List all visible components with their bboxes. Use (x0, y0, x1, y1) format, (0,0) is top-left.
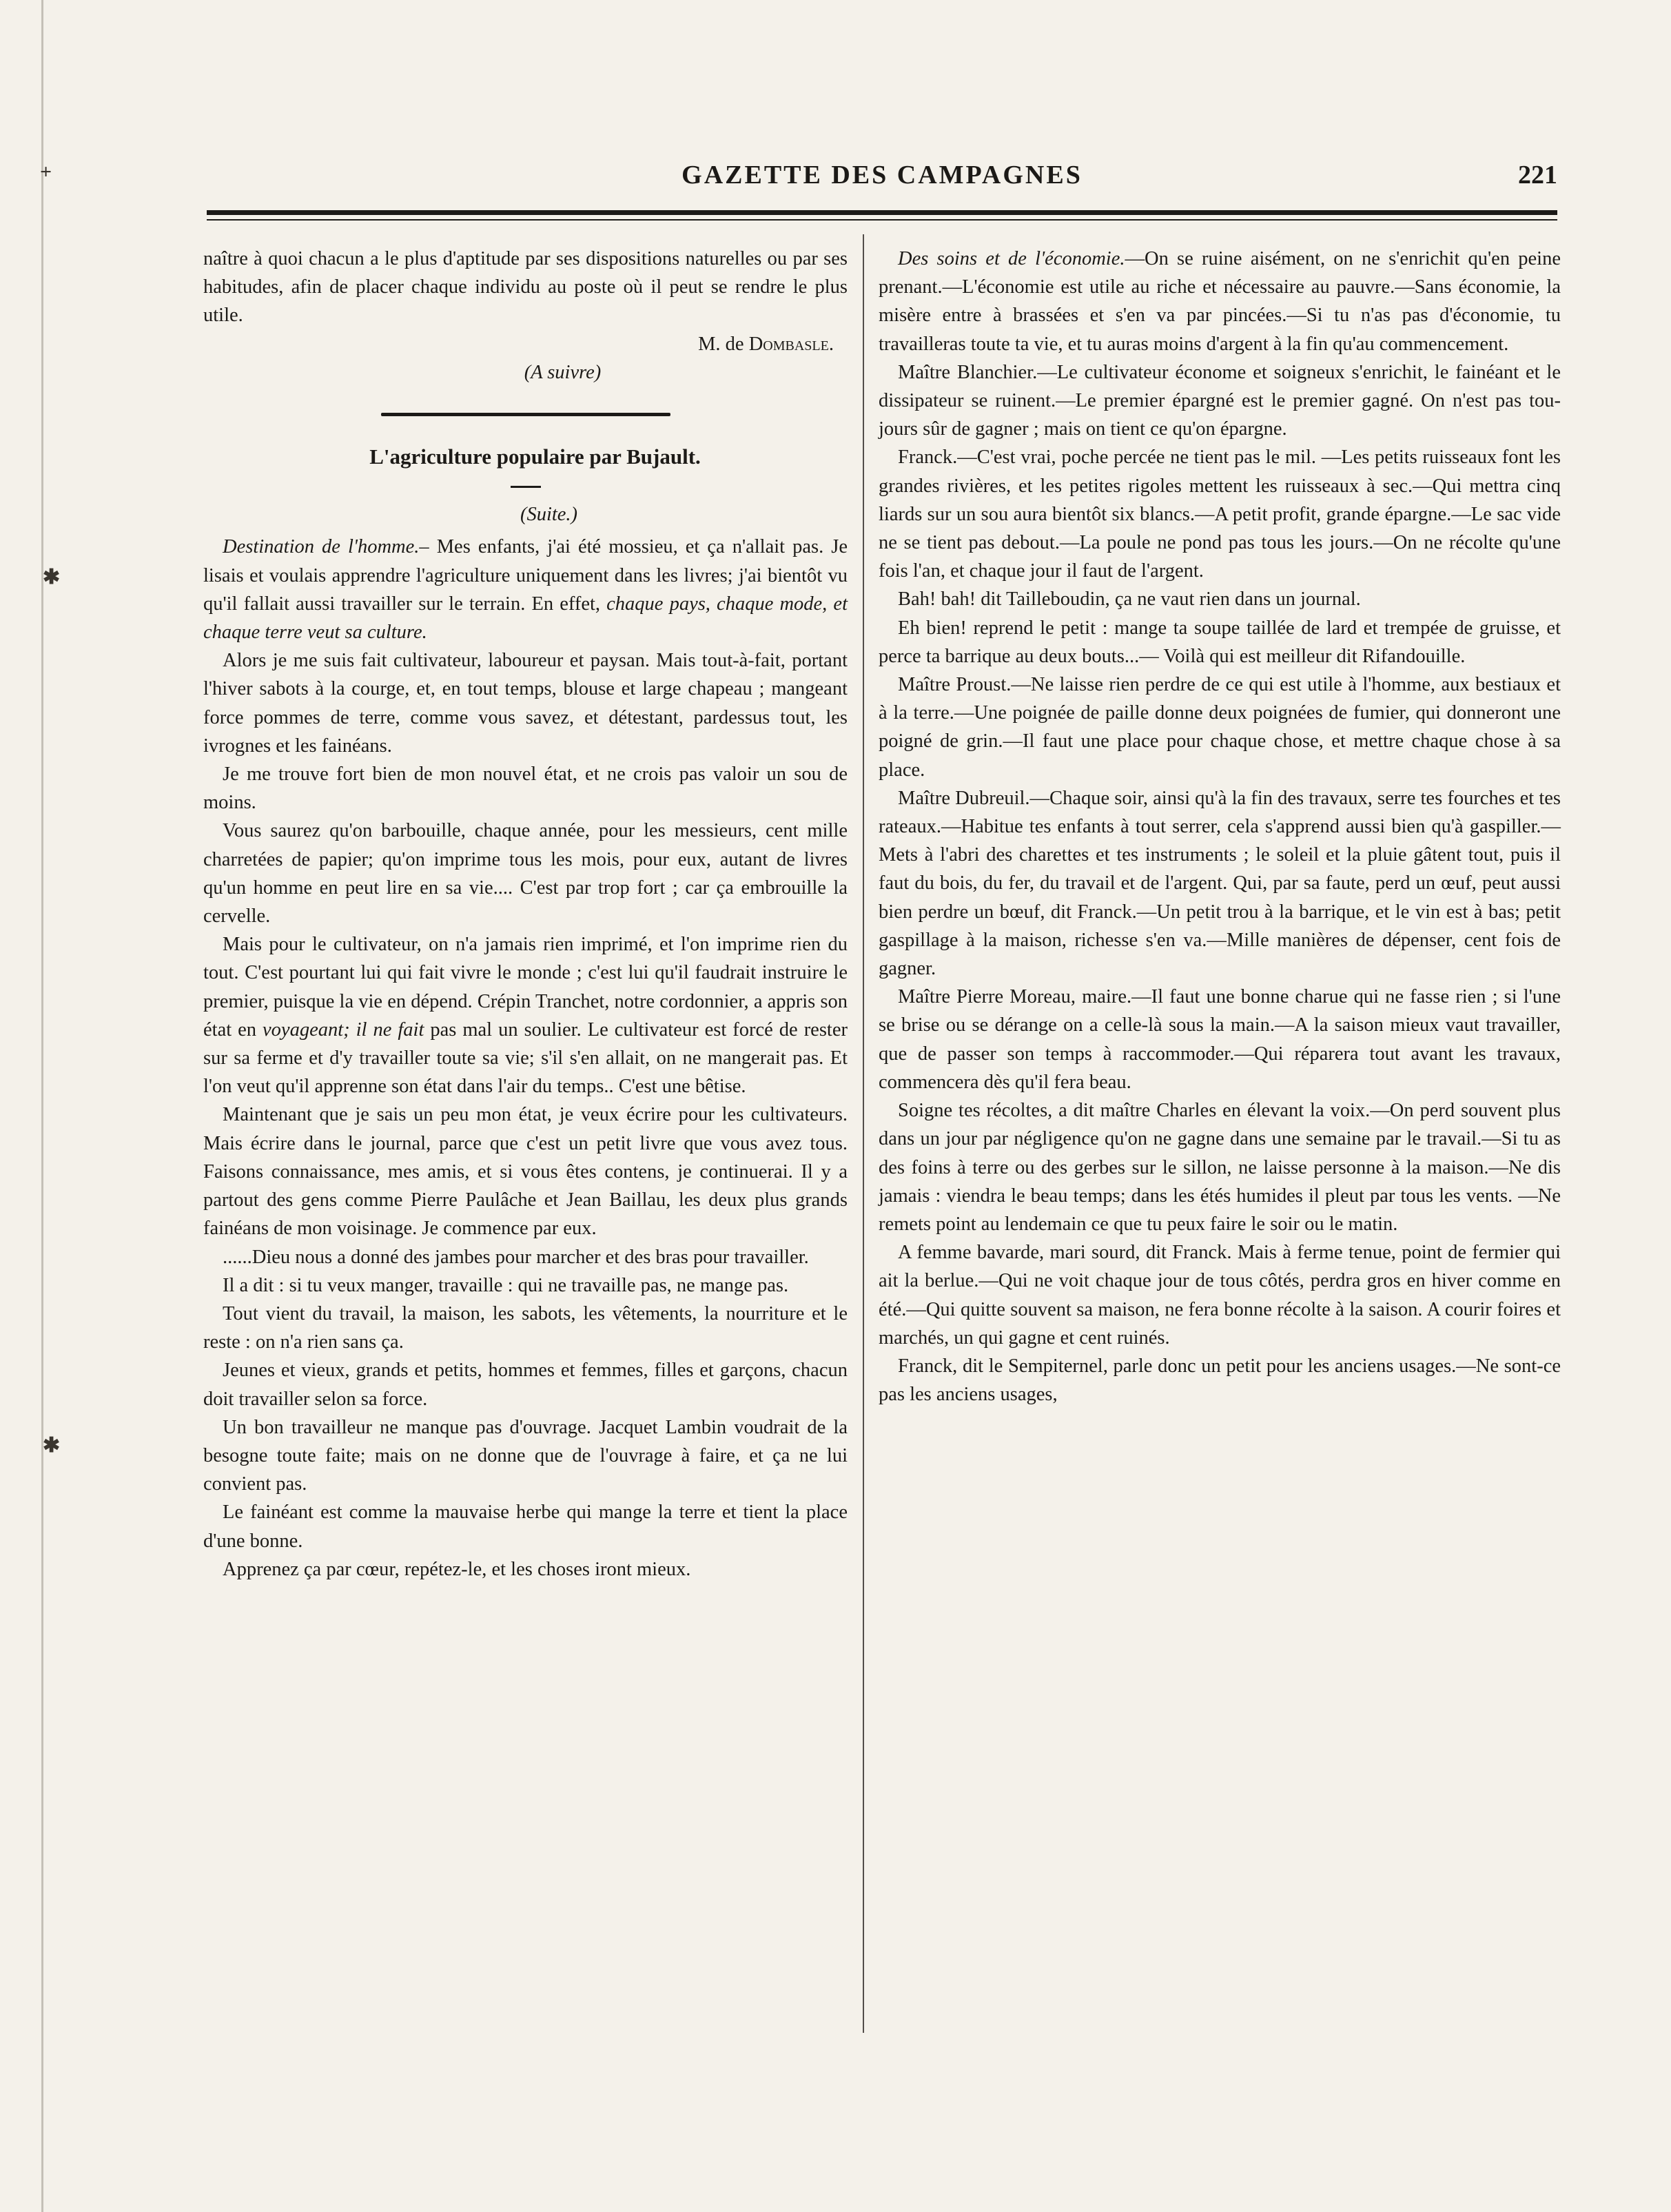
column-divider (863, 234, 864, 2033)
paragraph: A femme bavarde, mari sourd, dit Franck. Mais à ferme tenue, point de fermier qui ait la berlue.—Qui ne voit chaque jour de tous côtés, perdra gros en hiver comme en été.—Qui quitte souvent sa maison, ne fera bonne récolte à la saison. A courir foires et marchés, un qui gagne et cent ruinés. (879, 1242, 1561, 1349)
paragraph: naître à quoi chacun a le plus d'aptitude par ses dispositions naturelles ou par ses habitudes, afin de placer chaque individu au poste où il peut se rendre le plus utile. (203, 248, 848, 327)
journal-title: GAZETTE DES CAMPAGNES (681, 161, 1083, 190)
paragraph: Tout vient du travail, la maison, les sabots, les vêtements, la nourriture et le reste : on n'a rien sans ça. (203, 1302, 848, 1353)
left-column (203, 245, 848, 1584)
paragraph: Vous saurez qu'on barbouille, chaque année, pour les messieurs, cent mille charretées de papier; qu'on imprime tous les mois, pour eux, autant de livres qu'un homme en peut lire en sa vie.... C'est par trop fort ; car ça embrouille la cervelle. (203, 820, 848, 928)
paragraph: Eh bien! reprend le petit : mange ta soupe taillée de lard et trempée de gruisse, et perce ta barrique au deux bouts...— Voilà qui est meilleur dit Rifandouille. (879, 617, 1561, 667)
paragraph: Des soins et de l'économie.—On se ruine aisément, on ne s'enrichit qu'en peine prenant.—L'économie est utile au riche et nécessaire au pauvre.—Sans économie, la misère entre à brassées et s'en va par pincées.—Si tu n'as pas d'économie, tu travailleras toute ta vie, et tu auras moins d'argent à la fin qu'au commencement. (879, 248, 1561, 355)
paragraph: Maintenant que je sais un peu mon état, je veux écrire pour les cultivateurs. Mais écrire dans le journal, parce que c'est un petit livre que vous avez tous. Faisons connaissance, mes amis, et si vous êtes contens, je continuerai. Il y a partout des gens comme Pierre Paulâche et Jean Baillau, les deux plus grands fainéans de mon voisinage. Je commence par eux. (203, 1104, 848, 1240)
paragraph: ......Dieu nous a donné des jambes pour marcher et des bras pour travailler. (223, 1246, 809, 1268)
right-column (879, 245, 1561, 1409)
paragraph: Je me trouve fort bien de mon nouvel état, et ne crois pas valoir un sou de moins. (203, 764, 848, 814)
paragraph: Jeunes et vieux, grands et petits, hommes et femmes, filles et garçons, chacun doit travailler selon sa force. (203, 1360, 848, 1410)
title-separator (511, 486, 541, 488)
paragraph: Soigne tes récoltes, a dit maître Charles en élevant la voix.—On perd souvent plus dans un jour par négligence qu'on ne gagne dans une semaine par le travail.—Si tu as des foins à terre ou des gerbes sur le sillon, ne laisse personne à la maison.—Ne dis jamais : viendra le beau temps; dans les étés humides il pleut par tous les vents. —Ne remets point au lendemain ce que tu peux faire le soir ou le matin. (879, 1100, 1561, 1235)
margin-mark: + (40, 161, 52, 183)
paragraph: Un bon travailleur ne manque pas d'ouvrage. Jacquet Lambin voudrait de la besogne toute faite; mais on ne donne que de l'ouvrage à faire, et ça ne lui convient pas. (203, 1416, 848, 1495)
paragraph: Mais pour le cultivateur, on n'a jamais rien imprimé, et l'on imprime rien du tout. C'est pourtant lui qui fait vivre le monde ; c'est lui qu'il faudrait instruire le premier, puisque la vie en dépend. Crépin Tranchet, notre cordonnier, a appris son état en voyageant; il ne fait pas mal un soulier. Le cultivateur est forcé de rester sur sa ferme et d'y travailler toute sa vie; s'il s'en allait, on ne mangerait pas. Et l'on veut qu'il apprenne son état dans l'air du temps.. C'est une bêtise. (203, 934, 848, 1098)
paragraph: Franck, dit le Sempiternel, parle donc un petit pour les anciens usages.—Ne sont-ce pas les anciens usages, (879, 1355, 1561, 1406)
header-rule (207, 210, 1557, 215)
page-number: 221 (1518, 161, 1557, 190)
paragraph: Le fainéant est comme la mauvaise herbe qui mange la terre et tient la place d'une bonne. (203, 1502, 848, 1552)
signature: M. de Dombasle. (698, 333, 834, 355)
margin-mark: ✱ (43, 1434, 61, 1457)
paragraph: Maître Pierre Moreau, maire.—Il faut une bonne charue qui ne fasse rien ; si l'une se brise ou se dérange on a celle-là sous la main.—A la saison mieux vaut travailler, que de passer son temps à raccommoder.—Qui réparera tout avant les travaux, commencera dès qu'il fera beau. (879, 986, 1561, 1093)
paragraph: Maître Proust.—Ne laisse rien perdre de ce qui est utile à l'homme, aux bestiaux et à la terre.—Une poignée de paille donne deux poignées de fumier, qui donneront une poigné de grin.—Il faut une place pour chaque chose, et mettre chaque chose à sa place. (879, 674, 1561, 781)
page-header (207, 160, 1557, 201)
article-title: L'agriculture populaire par Bujault. (369, 444, 701, 469)
paragraph: Alors je me suis fait cultivateur, laboureur et paysan. Mais tout-à-fait, portant l'hiver sabots à la courge, et, en tout temps, blouse et large chapeau ; mangeant force pommes de terre, comme vous savez, et détestant, pardessus tout, les ivrognes et les fainéans. (203, 650, 848, 757)
paragraph: Apprenez ça par cœur, repétez-le, et les choses iront mieux. (223, 1558, 691, 1580)
paragraph: Franck.—C'est vrai, poche percée ne tient pas le mil. —Les petits ruisseaux font les grandes rivières, et les petites rigoles mettent les ruisseaux à sec.—Qui mettra cinq liards sur un sou aura bientôt six blancs.—A petit profit, grande épargne.—Le sac vide ne se tient pas debout.—La poule ne pond pas tous les jours.—On ne récolte qu'une fois l'an, et chaque jour il faut de l'argent. (879, 447, 1561, 582)
binding-edge (41, 0, 43, 2212)
paragraph: Destination de l'homme.– Mes enfants, j'ai été mossieu, et ça n'allait pas. Je lisais et voulais apprendre l'agriculture uniquement dans les livres; j'ai bientôt vu qu'il fallait aussi travailler sur le terrain. En effet, chaque pays, chaque mode, et chaque terre veut sa culture. (203, 536, 848, 644)
paragraph: Maître Blanchier.—Le cultivateur économe et soigneux s'enrichit, le fainéant et le dissipateur se ruinent.—Le premier épargné est le premier gagné. On n'est pas toujours sûr de gagner ; mais on tient ce qu'on épargne. (879, 361, 1561, 440)
paragraph: Maître Dubreuil.—Chaque soir, ainsi qu'à la fin des travaux, serre tes fourches et tes rateaux.—Habitue tes enfants à tout serrer, cela s'apprend aussi bien qu'à gaspiller.—Mets à l'abri des charettes et tes instruments ; le soleil et la pluie gâtent tout, puis il faut du bois, du fer, du travail et de l'argent. Qui, par sa faute, perd un œuf, peut aussi bien perdre un bœuf, dit Franck.—Un petit trou à la barrique, et le vin est à bas; petit gaspillage à la maison, richesse s'en va.—Mille manières de dépenser, cent fois de gagner. (879, 787, 1561, 980)
section-separator (381, 413, 670, 416)
margin-mark: ✱ (43, 566, 61, 588)
a-suivre: (A suivre) (524, 361, 602, 383)
paragraph: Il a dit : si tu veux manger, travaille : qui ne travaille pas, ne mange pas. (223, 1274, 789, 1296)
header-rule-thin (207, 219, 1557, 221)
paragraph: Bah! bah! dit Tailleboudin, ça ne vaut rien dans un journal. (898, 588, 1361, 611)
suite-label: (Suite.) (520, 504, 578, 526)
